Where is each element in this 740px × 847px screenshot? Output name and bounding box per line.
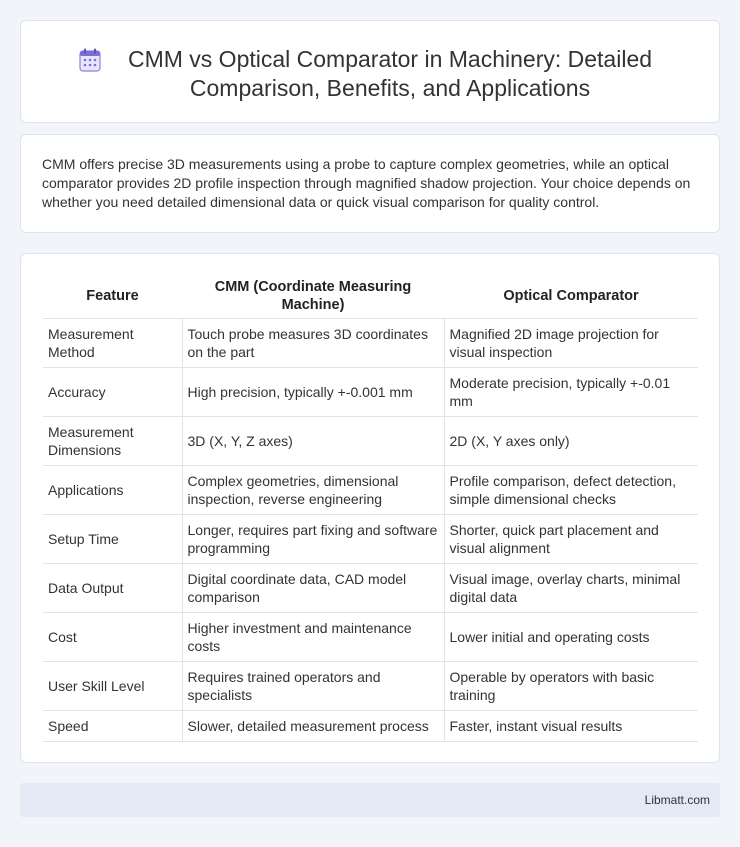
- row-cmm-value: Complex geometries, dimensional inspection, reverse engineering: [182, 466, 444, 515]
- row-feature: Setup Time: [43, 515, 182, 564]
- row-feature: Measurement Method: [43, 319, 182, 368]
- table-row: [43, 368, 698, 417]
- row-feature: Data Output: [43, 564, 182, 613]
- row-optical-value: Faster, instant visual results: [444, 711, 698, 742]
- row-feature: Applications: [43, 466, 182, 515]
- footer-site-link[interactable]: Libmatt.com: [644, 793, 710, 807]
- row-cmm-value: 3D (X, Y, Z axes): [182, 417, 444, 466]
- comparison-table: [43, 274, 698, 742]
- row-optical-value: Visual image, overlay charts, minimal digital data: [444, 564, 698, 613]
- title-card: [20, 20, 720, 123]
- comparison-table-card: [20, 253, 720, 763]
- row-feature: User Skill Level: [43, 662, 182, 711]
- page-title: CMM vs Optical Comparator in Machinery: Detailed Comparison, Benefits, and Applications: [127, 46, 653, 101]
- row-optical-value: Moderate precision, typically +-0.01 mm: [444, 368, 698, 417]
- row-feature: Cost: [43, 613, 182, 662]
- row-feature: Measurement Dimensions: [43, 417, 182, 466]
- table-row: [43, 662, 698, 711]
- row-optical-value: Profile comparison, defect detection, simple dimensional checks: [444, 466, 698, 515]
- intro-card: [20, 134, 720, 233]
- row-cmm-value: Slower, detailed measurement process: [182, 711, 444, 742]
- row-feature: Accuracy: [43, 368, 182, 417]
- table-row: [43, 417, 698, 466]
- header-optical-comparator: Optical Comparator: [444, 274, 698, 319]
- table-row: [43, 564, 698, 613]
- row-cmm-value: Longer, requires part fixing and software programming: [182, 515, 444, 564]
- header-feature: Feature: [43, 274, 182, 319]
- row-cmm-value: Digital coordinate data, CAD model comparison: [182, 564, 444, 613]
- table-row: [43, 711, 698, 742]
- row-cmm-value: Touch probe measures 3D coordinates on the part: [182, 319, 444, 368]
- footer-bar: [20, 783, 720, 817]
- table-row: [43, 613, 698, 662]
- row-optical-value: Magnified 2D image projection for visual inspection: [444, 319, 698, 368]
- row-optical-value: Shorter, quick part placement and visual alignment: [444, 515, 698, 564]
- row-cmm-value: Requires trained operators and specialists: [182, 662, 444, 711]
- intro-paragraph: CMM offers precise 3D measurements using a probe to capture complex geometries, while an optical comparator provides 2D profile inspection through magnified shadow projection. Your choice depends on whether you need detailed dimensional data or quick visual comparison for quality control.: [42, 156, 691, 210]
- table-row: [43, 319, 698, 368]
- row-optical-value: Lower initial and operating costs: [444, 613, 698, 662]
- row-cmm-value: Higher investment and maintenance costs: [182, 613, 444, 662]
- table-row: [43, 515, 698, 564]
- row-optical-value: 2D (X, Y axes only): [444, 417, 698, 466]
- table-row: [43, 466, 698, 515]
- header-cmm: CMM (Coordinate Measuring Machine): [182, 274, 444, 319]
- row-feature: Speed: [43, 711, 182, 742]
- row-optical-value: Operable by operators with basic training: [444, 662, 698, 711]
- table-header-row: [43, 274, 698, 319]
- row-cmm-value: High precision, typically +-0.001 mm: [182, 368, 444, 417]
